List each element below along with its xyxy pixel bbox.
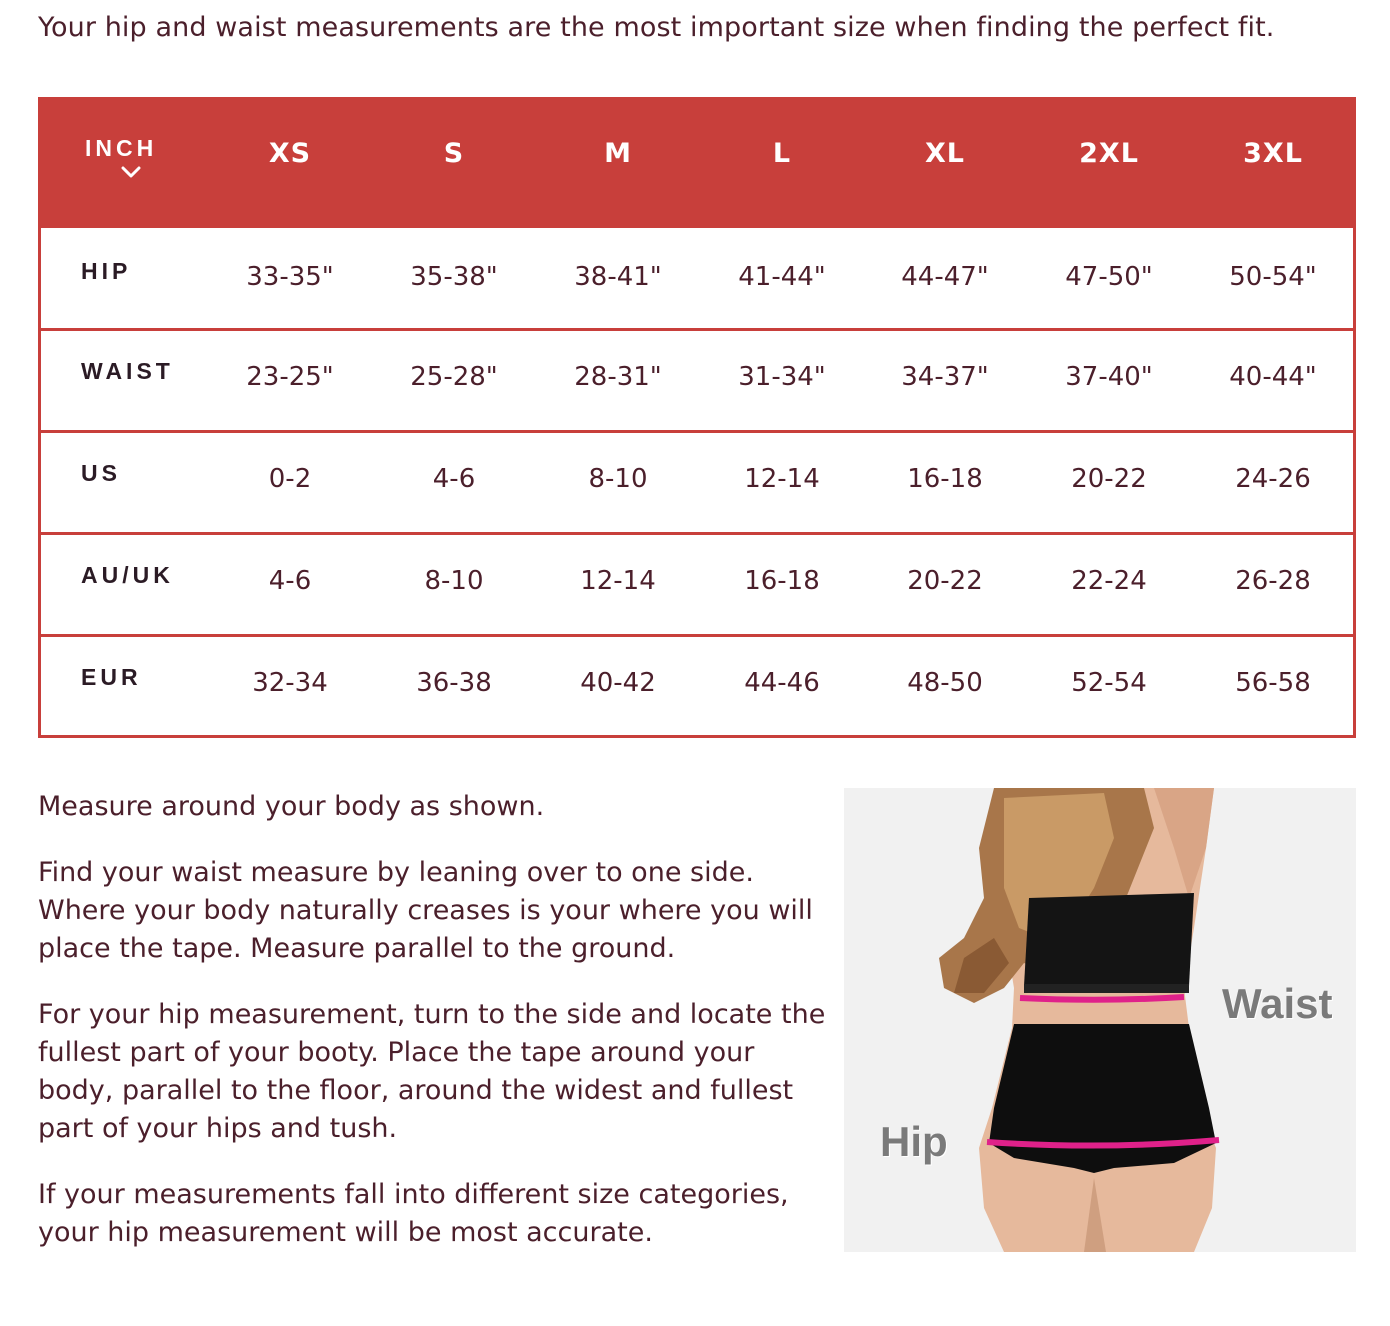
table-cell: 52-54 [1071,668,1147,698]
intro-text: Your hip and waist measurements are the most important size when finding the perfect fit. [38,12,1275,43]
row-label: US [81,460,121,486]
table-cell: 50-54" [1229,262,1317,292]
table-cell: 20-22 [907,566,983,596]
size-header-s: S [443,138,465,169]
instruction-paragraph: Find your waist measure by leaning over to one side. Where your body naturally creases is your where you will place the tape. Measure parallel to the ground. [38,857,813,964]
size-header-xs: XS [268,138,312,169]
size-chart-table [38,97,1356,738]
row-label: EUR [81,664,142,690]
table-cell: 35-38" [410,262,498,292]
row-label: AU/UK [81,562,174,588]
table-cell: 8-10 [588,464,648,494]
table-cell: 37-40" [1065,362,1153,392]
table-cell: 44-47" [901,262,989,292]
table-cell: 36-38 [416,668,492,698]
row-label: WAIST [81,358,174,384]
table-cell: 22-24 [1071,566,1147,596]
table-row-us [41,430,1353,532]
table-cell: 0-2 [268,464,312,494]
table-cell: 12-14 [744,464,820,494]
table-cell: 24-26 [1235,464,1311,494]
unit-label: INCH [85,135,158,161]
size-header-2xl: 2XL [1079,138,1139,169]
size-header-3xl: 3XL [1243,138,1303,169]
table-row-hip [41,228,1353,330]
table-cell: 47-50" [1065,262,1153,292]
row-label: HIP [81,258,132,284]
table-cell: 25-28" [410,362,498,392]
table-cell: 44-46 [744,668,820,698]
table-cell: 40-44" [1229,362,1317,392]
table-cell: 20-22 [1071,464,1147,494]
table-cell: 32-34 [252,668,328,698]
table-cell: 38-41" [574,262,662,292]
table-cell: 8-10 [424,566,484,596]
table-row-waist [41,328,1353,430]
table-cell: 23-25" [246,362,334,392]
row-divider [41,532,1353,535]
table-header-row [41,100,1353,228]
table-cell: 33-35" [246,262,334,292]
table-cell: 26-28 [1235,566,1311,596]
row-divider [41,430,1353,433]
table-cell: 16-18 [744,566,820,596]
table-cell: 40-42 [580,668,656,698]
hip-label: Hip [880,1118,948,1165]
table-cell: 56-58 [1235,668,1311,698]
row-divider [41,634,1353,637]
waist-label: Waist [1222,980,1333,1027]
table-cell: 16-18 [907,464,983,494]
table-row-eur [41,634,1353,736]
table-cell: 28-31" [574,362,662,392]
table-cell: 31-34" [738,362,826,392]
table-cell: 4-6 [432,464,476,494]
unit-toggle[interactable] [85,134,180,179]
row-divider [41,328,1353,331]
table-cell: 41-44" [738,262,826,292]
size-header-l: L [772,138,792,169]
measuring-instructions [38,788,828,1280]
chevron-down-icon [121,165,141,179]
measurement-photo [844,788,1356,1252]
table-cell: 4-6 [268,566,312,596]
instruction-paragraph: For your hip measurement, turn to the side and locate the fullest part of your booty. Place the tape around your body, parallel to the floor, around the widest and fullest part of your hips and tush. [38,999,826,1144]
table-row-au-uk [41,532,1353,634]
instruction-paragraph: Measure around your body as shown. [38,791,545,822]
size-header-xl: XL [924,138,966,169]
table-cell: 12-14 [580,566,656,596]
instruction-paragraph: If your measurements fall into different size categories, your hip measurement will be most accurate. [38,1179,789,1248]
size-header-m: M [604,138,632,169]
table-cell: 34-37" [901,362,989,392]
table-cell: 48-50 [907,668,983,698]
